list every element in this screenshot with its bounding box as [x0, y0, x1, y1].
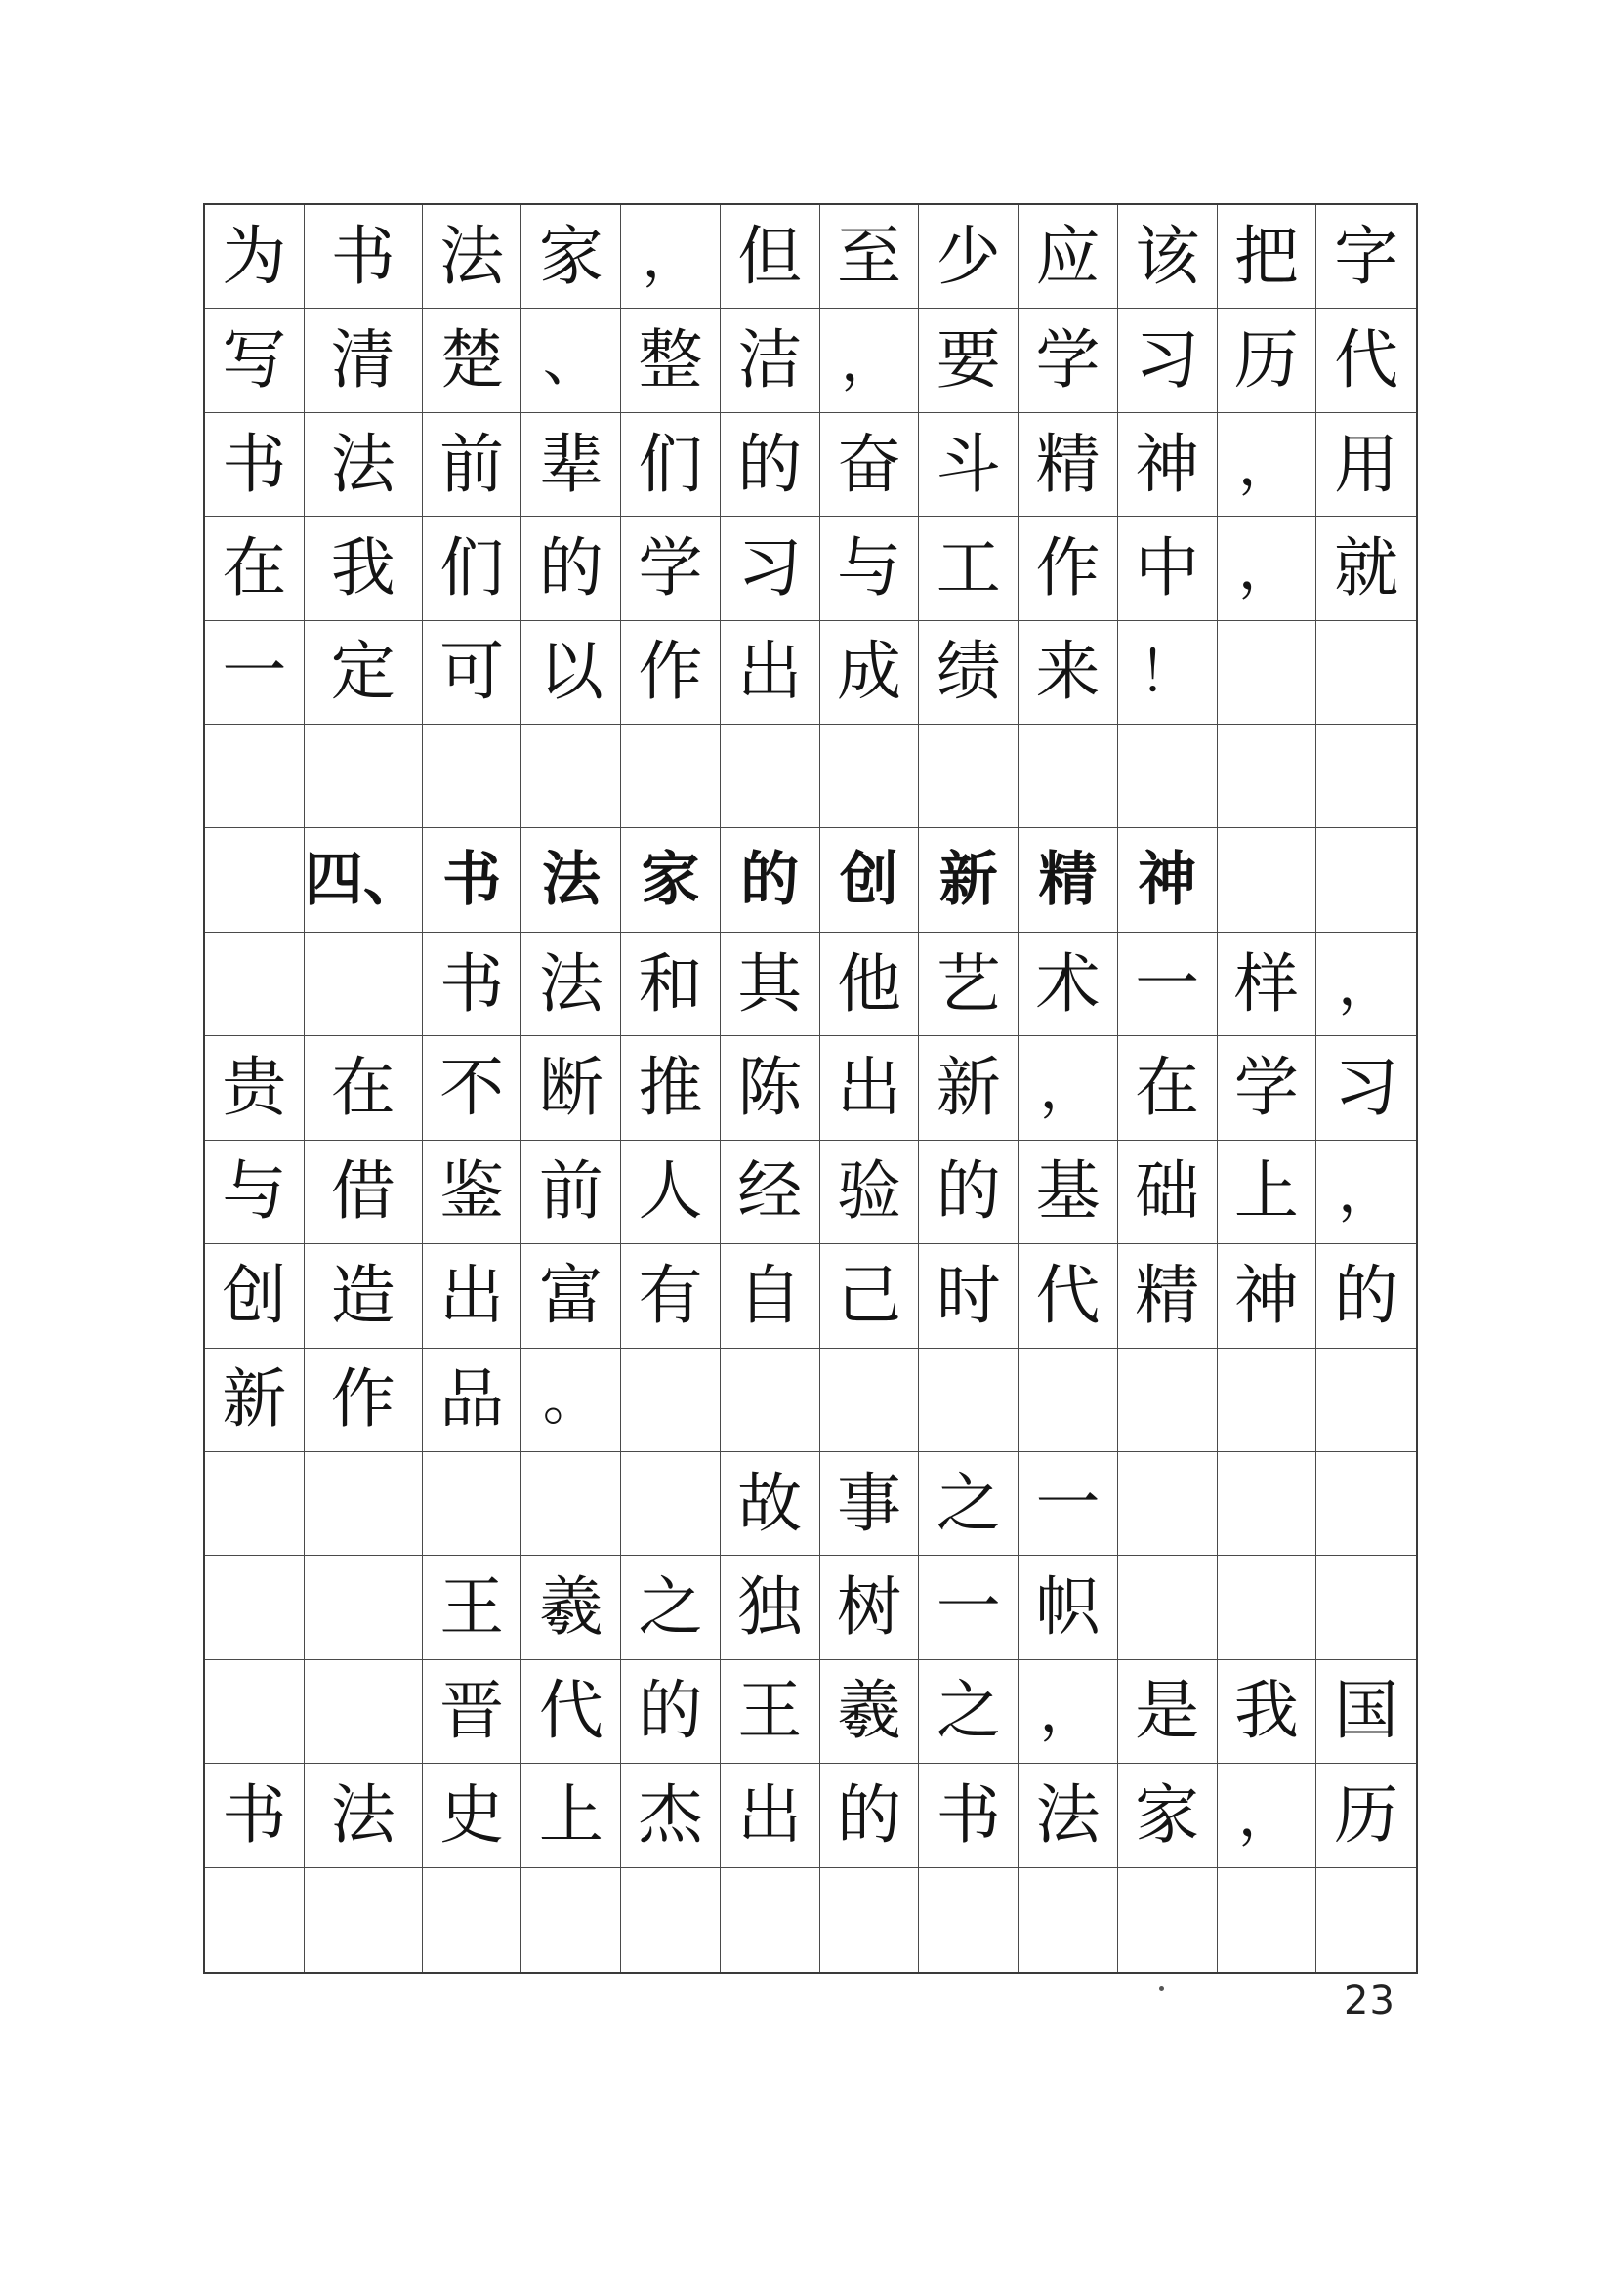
grid-cell: 为: [205, 205, 305, 309]
grid-cell: [1316, 1349, 1416, 1452]
grid-cell: [919, 725, 1019, 828]
grid-cell-empty: [205, 1868, 305, 1972]
grid-cell: 整: [621, 309, 721, 412]
grid-cell: 学: [1218, 1036, 1317, 1140]
grid-cell: 时: [919, 1244, 1019, 1348]
grid-cell: 历: [1218, 309, 1317, 412]
grid-cell: 陈: [721, 1036, 820, 1140]
grid-cell: 至: [820, 205, 920, 309]
grid-cell: [205, 828, 305, 932]
grid-cell: 人: [621, 1141, 721, 1244]
character-grid: [203, 203, 1418, 1974]
grid-cell: 书: [423, 828, 522, 932]
grid-cell: 础: [1118, 1141, 1218, 1244]
grid-cell: 借: [305, 1141, 423, 1244]
grid-cell: 要: [919, 309, 1019, 412]
grid-cell: [521, 725, 621, 828]
grid-cell: 出: [423, 1244, 522, 1348]
grid-cell: ，: [1019, 1660, 1118, 1764]
grid-cell: ，: [1218, 1764, 1317, 1867]
grid-cell: 辈: [521, 413, 621, 517]
grid-cell: 的: [721, 828, 820, 932]
grid-cell: 习: [1316, 1036, 1416, 1140]
grid-cell: 新: [919, 1036, 1019, 1140]
grid-cell: 新: [205, 1349, 305, 1452]
grid-cell: ，: [1316, 1141, 1416, 1244]
grid-cell: 样: [1218, 933, 1317, 1036]
grid-cell: 王: [423, 1556, 522, 1659]
grid-cell: ，: [1218, 413, 1317, 517]
grid-cell: 代: [1019, 1244, 1118, 1348]
grid-cell: 与: [820, 517, 920, 620]
grid-cell: ，: [621, 205, 721, 309]
grid-cell: 神: [1118, 413, 1218, 517]
grid-cell: [205, 1556, 305, 1659]
grid-cell: 作: [305, 1349, 423, 1452]
grid-cell: 自: [721, 1244, 820, 1348]
grid-cell: 贵: [205, 1036, 305, 1140]
grid-cell: 精: [1118, 1244, 1218, 1348]
grid-cell: 学: [1019, 309, 1118, 412]
grid-cell: [1118, 1556, 1218, 1659]
grid-cell: 晋: [423, 1660, 522, 1764]
page-number: 23: [1344, 1979, 1395, 2024]
grid-cell: 成: [820, 621, 920, 725]
grid-cell: 故: [721, 1452, 820, 1556]
grid-cell: 工: [919, 517, 1019, 620]
grid-cell-empty: [721, 1868, 820, 1972]
grid-cell: [1218, 621, 1317, 725]
grid-cell: 独: [721, 1556, 820, 1659]
grid-cell: 楚: [423, 309, 522, 412]
grid-cell: 四、: [305, 828, 423, 932]
grid-cell-empty: [1019, 1868, 1118, 1972]
grid-cell: [423, 725, 522, 828]
grid-cell: 他: [820, 933, 920, 1036]
grid-cell: 习: [721, 517, 820, 620]
grid-cell: ，: [1218, 517, 1317, 620]
grid-cell: 作: [621, 621, 721, 725]
grid-cell: 羲: [521, 1556, 621, 1659]
grid-cell: [621, 1349, 721, 1452]
grid-cell: 用: [1316, 413, 1416, 517]
grid-cell: [1118, 1349, 1218, 1452]
grid-cell: 作: [1019, 517, 1118, 620]
grid-cell: 富: [521, 1244, 621, 1348]
grid-cell: 一: [919, 1556, 1019, 1659]
grid-cell: 定: [305, 621, 423, 725]
grid-cell: [621, 725, 721, 828]
grid-cell: 事: [820, 1452, 920, 1556]
grid-cell: 书: [305, 205, 423, 309]
grid-cell: 我: [305, 517, 423, 620]
grid-cell: 。: [521, 1349, 621, 1452]
grid-cell-empty: [521, 1868, 621, 1972]
grid-cell: 前: [521, 1141, 621, 1244]
grid-cell: [721, 725, 820, 828]
grid-cell: 们: [423, 517, 522, 620]
grid-cell: 以: [521, 621, 621, 725]
grid-cell: 基: [1019, 1141, 1118, 1244]
grid-cell: [1316, 621, 1416, 725]
grid-cell: 法: [521, 933, 621, 1036]
grid-cell: 可: [423, 621, 522, 725]
grid-cell: [1218, 1452, 1317, 1556]
grid-cell: 有: [621, 1244, 721, 1348]
grid-cell: 创: [820, 828, 920, 932]
grid-cell: 法: [521, 828, 621, 932]
grid-cell-empty: [1218, 1868, 1317, 1972]
grid-cell: 就: [1316, 517, 1416, 620]
grid-cell: 该: [1118, 205, 1218, 309]
grid-cell: ，: [1019, 1036, 1118, 1140]
grid-cell: 绩: [919, 621, 1019, 725]
grid-cell: 出: [721, 621, 820, 725]
grid-cell: 法: [1019, 1764, 1118, 1867]
grid-cell: [919, 1349, 1019, 1452]
grid-cell: [205, 933, 305, 1036]
grid-cell: [521, 1452, 621, 1556]
grid-cell: 应: [1019, 205, 1118, 309]
grid-cell: 国: [1316, 1660, 1416, 1764]
grid-cell: [1218, 1556, 1317, 1659]
grid-cell-empty: [1118, 1868, 1218, 1972]
grid-cell: 书: [423, 933, 522, 1036]
grid-cell: [205, 725, 305, 828]
grid-cell: [1118, 725, 1218, 828]
grid-cell: [1218, 1349, 1317, 1452]
grid-cell: 艺: [919, 933, 1019, 1036]
grid-cell: 的: [721, 413, 820, 517]
grid-cell-empty: [621, 1868, 721, 1972]
grid-cell: 的: [820, 1764, 920, 1867]
grid-cell: 之: [621, 1556, 721, 1659]
grid-cell: 鉴: [423, 1141, 522, 1244]
grid-cell: 一: [1118, 933, 1218, 1036]
grid-cell: 树: [820, 1556, 920, 1659]
grid-cell: 在: [305, 1036, 423, 1140]
grid-cell: 洁: [721, 309, 820, 412]
grid-cell: 字: [1316, 205, 1416, 309]
grid-cell: 家: [621, 828, 721, 932]
grid-cell: 神: [1118, 828, 1218, 932]
grid-cell: [1218, 828, 1317, 932]
grid-cell: 的: [521, 517, 621, 620]
manuscript-sheet: [203, 203, 1418, 1974]
grid-cell: 代: [521, 1660, 621, 1764]
grid-cell: 己: [820, 1244, 920, 1348]
grid-cell: 在: [205, 517, 305, 620]
grid-cell: 中: [1118, 517, 1218, 620]
grid-cell: 法: [305, 413, 423, 517]
grid-cell: 一: [205, 621, 305, 725]
grid-cell-empty: [820, 1868, 920, 1972]
grid-cell: 法: [423, 205, 522, 309]
grid-cell: 羲: [820, 1660, 920, 1764]
grid-cell: 验: [820, 1141, 920, 1244]
grid-cell: ，: [820, 309, 920, 412]
grid-cell: ！: [1118, 621, 1218, 725]
grid-cell: [1316, 828, 1416, 932]
grid-cell-empty: [305, 1868, 423, 1972]
grid-cell: 前: [423, 413, 522, 517]
grid-cell: [305, 725, 423, 828]
grid-cell: [621, 1452, 721, 1556]
grid-cell: 奋: [820, 413, 920, 517]
grid-cell: 少: [919, 205, 1019, 309]
grid-cell: 斗: [919, 413, 1019, 517]
grid-cell-empty: [423, 1868, 522, 1972]
grid-cell: 经: [721, 1141, 820, 1244]
grid-cell: 不: [423, 1036, 522, 1140]
grid-cell: 帜: [1019, 1556, 1118, 1659]
grid-cell: 、: [521, 309, 621, 412]
grid-cell: [721, 1349, 820, 1452]
grid-cell: 书: [919, 1764, 1019, 1867]
grid-cell: 精: [1019, 828, 1118, 932]
grid-cell: 们: [621, 413, 721, 517]
grid-cell: [1019, 1349, 1118, 1452]
grid-cell: ，: [1316, 933, 1416, 1036]
grid-cell: [423, 1452, 522, 1556]
grid-cell: 术: [1019, 933, 1118, 1036]
grid-cell: 杰: [621, 1764, 721, 1867]
grid-cell: 法: [305, 1764, 423, 1867]
grid-cell: 但: [721, 205, 820, 309]
grid-cell-empty: [919, 1868, 1019, 1972]
grid-cell: 学: [621, 517, 721, 620]
grid-cell: [305, 1452, 423, 1556]
grid-cell: 史: [423, 1764, 522, 1867]
grid-cell: [1218, 725, 1317, 828]
grid-cell: 和: [621, 933, 721, 1036]
grid-cell: [305, 1556, 423, 1659]
grid-cell: [305, 933, 423, 1036]
grid-cell: [1316, 1452, 1416, 1556]
grid-cell: 代: [1316, 309, 1416, 412]
ink-dot: [1159, 1986, 1164, 1991]
grid-cell: 一: [1019, 1452, 1118, 1556]
grid-cell: 的: [919, 1141, 1019, 1244]
grid-cell: 书: [205, 413, 305, 517]
grid-cell: 家: [521, 205, 621, 309]
grid-cell: 上: [1218, 1141, 1317, 1244]
grid-cell: 的: [621, 1660, 721, 1764]
grid-cell: 创: [205, 1244, 305, 1348]
grid-cell: [1316, 1556, 1416, 1659]
grid-cell: 王: [721, 1660, 820, 1764]
grid-cell: 清: [305, 309, 423, 412]
grid-cell: 造: [305, 1244, 423, 1348]
grid-cell: 把: [1218, 205, 1317, 309]
grid-cell: [205, 1452, 305, 1556]
grid-cell: 写: [205, 309, 305, 412]
grid-cell: 品: [423, 1349, 522, 1452]
grid-cell: 新: [919, 828, 1019, 932]
grid-cell: 书: [205, 1764, 305, 1867]
grid-cell: 推: [621, 1036, 721, 1140]
grid-cell: 精: [1019, 413, 1118, 517]
grid-cell: [820, 725, 920, 828]
grid-cell: 断: [521, 1036, 621, 1140]
grid-cell: 是: [1118, 1660, 1218, 1764]
grid-cell: 神: [1218, 1244, 1317, 1348]
grid-cell: 出: [820, 1036, 920, 1140]
grid-cell: 习: [1118, 309, 1218, 412]
grid-cell: 其: [721, 933, 820, 1036]
grid-cell: 之: [919, 1660, 1019, 1764]
grid-cell: 家: [1118, 1764, 1218, 1867]
grid-cell: 的: [1316, 1244, 1416, 1348]
grid-cell: [205, 1660, 305, 1764]
grid-cell: 我: [1218, 1660, 1317, 1764]
grid-cell: [820, 1349, 920, 1452]
grid-cell: 与: [205, 1141, 305, 1244]
grid-cell: [305, 1660, 423, 1764]
grid-cell: 上: [521, 1764, 621, 1867]
grid-cell: 出: [721, 1764, 820, 1867]
grid-cell: [1118, 1452, 1218, 1556]
grid-cell: [1019, 725, 1118, 828]
grid-cell: 之: [919, 1452, 1019, 1556]
grid-cell: 历: [1316, 1764, 1416, 1867]
grid-cell: [1316, 725, 1416, 828]
grid-cell: 来: [1019, 621, 1118, 725]
grid-cell-empty: [1316, 1868, 1416, 1972]
grid-cell: 在: [1118, 1036, 1218, 1140]
